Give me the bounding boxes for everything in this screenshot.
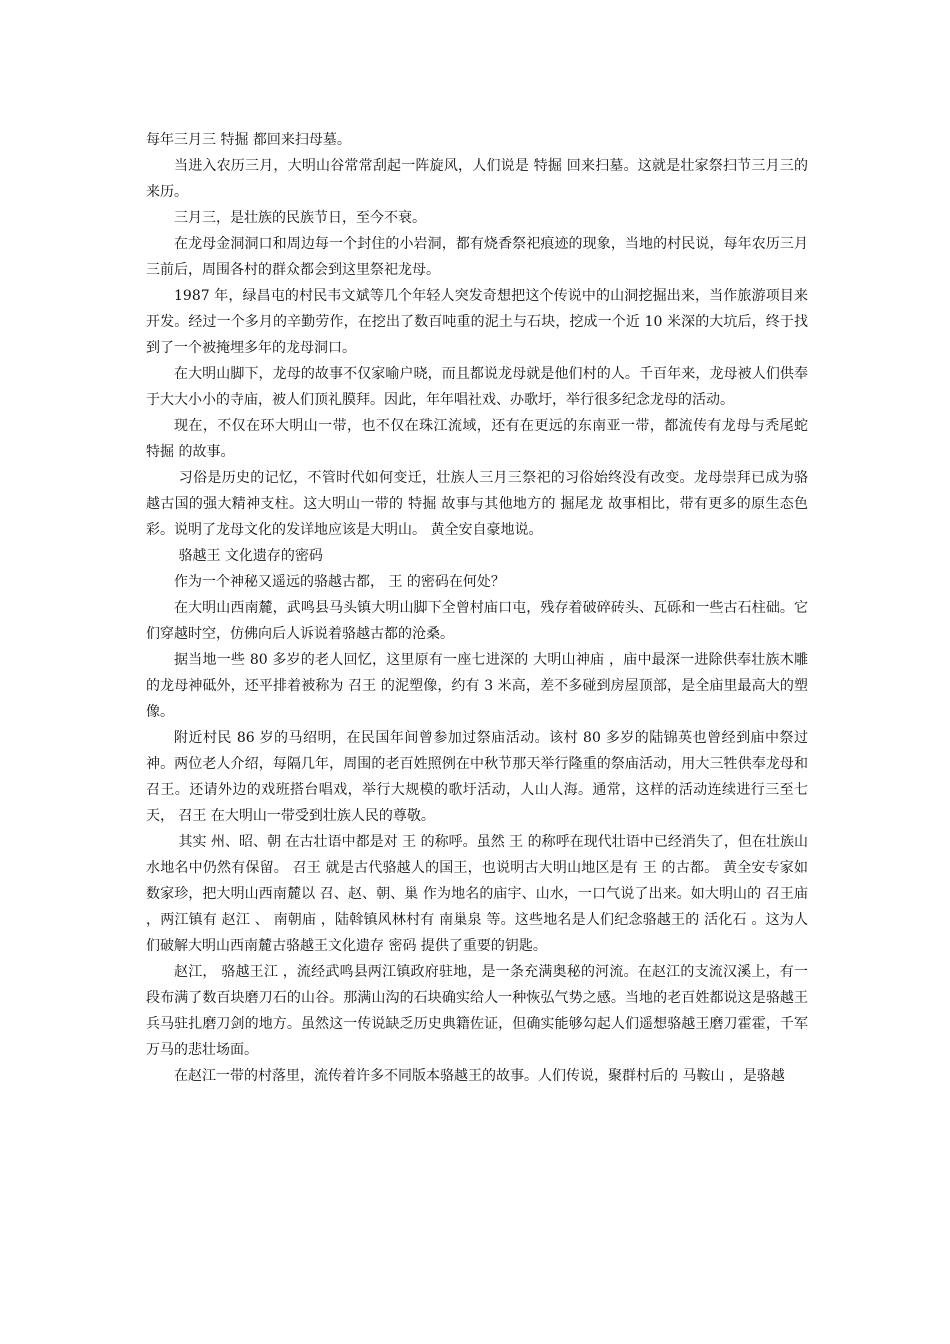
section-heading: 骆越王 文化遗存的密码 (174, 548, 323, 564)
paragraph-15: 赵江， 骆越王江 ，流经武鸣县两江镇政府驻地，是一条充满奥秘的河流。在赵江的支流汉溪上，有一段布满了数百块磨刀石的山谷。那满山沟的石块确实给人一种恢弘气势之感。当地的老百姓都说这是骆越王兵马驻扎磨刀剑的地方。虽然这一传说缺乏历史典籍佐证，但确实能够勾起人们遥想骆越王磨刀霍霍，千军万马的悲壮场面。 (146, 964, 808, 1058)
paragraph-12: 据当地一些 80 多岁的老人回忆，这里原有一座七进深的 大明山神庙 ，庙中最深一进除供奉壮族木雕的龙母神砥外，还平排着被称为 召王 的泥塑像，约有 3 米高，差不多碰到房屋顶部，是全庙里最高大的塑像。 (146, 652, 808, 720)
paragraph-6: 在大明山脚下，龙母的故事不仅家喻户晓，而且都说龙母就是他们村的人。千百年来，龙母被人们供奉于大大小小的寺庙，被人们顶礼膜拜。因此，年年唱社戏、办歌圩，举行很多纪念龙母的活动。 (146, 366, 808, 408)
paragraph-2: 当进入农历三月，大明山谷常常刮起一阵旋风，人们说是 特掘 回来扫墓。这就是壮家祭扫节三月三的来历。 (146, 158, 808, 200)
paragraph-8: 习俗是历史的记忆，不管时代如何变迁，壮族人三月三祭祀的习俗始终没有改变。龙母崇拜已成为骆越古国的强大精神支柱。这大明山一带的 特掘 故事与其他地方的 掘尾龙 故事相比，带有更多的原生态色彩。说明了龙母文化的发详地应该是大明山。 黄全安自豪地说。 (146, 470, 809, 538)
paragraph-10: 作为一个神秘又遥远的骆越古都， 王 的密码在何处？ (174, 574, 505, 590)
paragraph-1: 每年三月三 特掘 都回来扫母墓。 (146, 132, 351, 148)
paragraph-14: 其实 州、昭、朝 在古壮语中都是对 王 的称呼。虽然 王 的称呼在现代壮语中已经消失了，但在壮族山水地名中仍然有保留。 召王 就是古代骆越人的国王，也说明古大明山地区是有 王 的古都。 黄全安专家如数家珍，把大明山西南麓以 召、赵、朝、巢 作为地名的庙宇、山水，一口气说了出来。如大明山的 召王庙 ，两江镇有 赵江 、 南朝庙 ，陆斡镇风林村有 南巢泉 等。这些地名是人们纪念骆越王的 活化石 。这为人们破解大明山西南麓古骆越王文化遗存 密码 提供了重要的钥匙。 (146, 834, 813, 954)
paragraph-4: 在龙母金洞洞口和周边每一个封住的小岩洞，都有烧香祭祀痕迹的现象，当地的村民说，每年农历三月三前后，周围各村的群众都会到这里祭祀龙母。 (146, 236, 808, 278)
paragraph-11: 在大明山西南麓，武鸣县马头镇大明山脚下全曾村庙口屯，残存着破碎砖头、瓦砾和一些古石柱础。它们穿越时空，仿佛向后人诉说着骆越古都的沧桑。 (146, 600, 808, 642)
document-page (146, 127, 813, 1089)
paragraph-5: 1987 年，绿昌屯的村民韦文斌等几个年轻人突发奇想把这个传说中的山洞挖掘出来，当作旅游项目来开发。经过一个多月的辛勤劳作，在挖出了数百吨重的泥土与石块，挖成一个近 10 米深的大坑后，终于找到了一个被掩埋多年的龙母洞口。 (146, 288, 808, 356)
paragraph-7: 现在，不仅在环大明山一带，也不仅在珠江流域，还有在更远的东南亚一带，都流传有龙母与秃尾蛇 特掘 的故事。 (146, 418, 813, 460)
paragraph-3: 三月三，是壮族的民族节日，至今不衰。 (174, 210, 426, 226)
paragraph-13: 附近村民 86 岁的马绍明，在民国年间曾参加过祭庙活动。该村 80 多岁的陆锦英也曾经到庙中祭过神。两位老人介绍，每隔几年，周围的老百姓照例在中秋节那天举行隆重的祭庙活动，用大三牲供奉龙母和召王。还请外边的戏班搭台唱戏，举行大规模的歌圩活动，人山人海。通常，这样的活动连续进行三至七天， 召王 在大明山一带受到壮族人民的尊敬。 (146, 730, 808, 824)
paragraph-16: 在赵江一带的村落里，流传着许多不同版本骆越王的故事。人们传说，聚群村后的 马鞍山 ，是骆越 (174, 1068, 785, 1084)
